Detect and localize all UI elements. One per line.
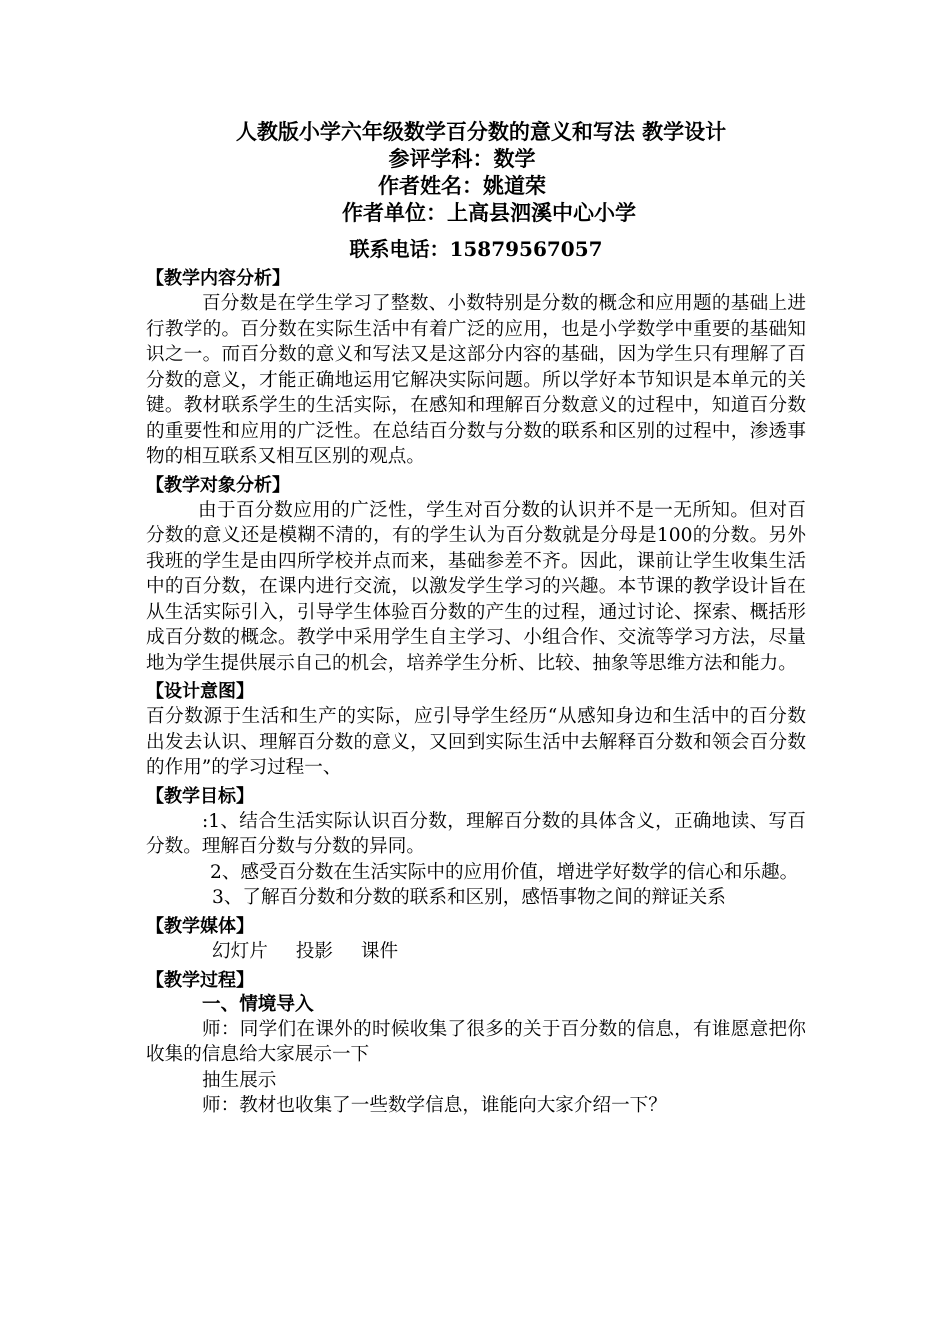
subject-line: 参评学科：数学 (388, 146, 536, 171)
process-line: 师：教材也收集了一些数学信息，谁能向大家介绍一下？ (202, 1095, 667, 1116)
media-heading: 【教学媒体】 (146, 915, 254, 937)
content-analysis-heading: 【教学内容分析】 (146, 268, 290, 289)
document-page (146, 118, 806, 1119)
goal-item: :1、结合生活实际认识百分数，理解百分数的具体含义，正确地读、写百分数。理解百分数与分数的异同。 (146, 810, 806, 857)
media-item: 投影 (295, 940, 333, 962)
media-list (146, 939, 806, 965)
design-intent-text: 百分数源于生活和生产的实际，应引导学生经历“从感知身边和生活中的百分数出发去认识、理解百分数的意义，又回到实际生活中去解释百分数和领会百分数的作用”的学习过程一、 (146, 706, 806, 778)
media-item: 课件 (360, 940, 399, 962)
phone-line: 联系电话：15879567057 (349, 237, 603, 261)
title-block (146, 118, 806, 263)
object-analysis-heading: 【教学对象分析】 (146, 474, 290, 496)
process-step-title: 一、情境导入 (202, 993, 314, 1015)
goal-item: 3、了解百分数和分数的联系和区别，感悟事物之间的辩证关系 (212, 887, 726, 908)
object-analysis-text: 由于百分数应用的广泛性，学生对百分数的认识并不是一无所知。但对百分数的意义还是模糊不清的，有的学生认为百分数就是分母是100的分数。另外我班的学生是由四所学校并点而来，基础参差不齐。因此，课前让学生收集生活中的百分数，在课内进行交流，以激发学生学习的兴趣。本节课的教学设计旨在从生活实际引入，引导学生体验百分数的产生的过程，通过讨论、探索、概括形成百分数的概念。教学中采用学生自主学习、小组合作、交流等学习方法，尽量地为学生提供展示自己的机会，培养学生分析、比较、抽象等思维方法和能力。 (146, 499, 806, 674)
author-line: 作者姓名：姚道荣 (378, 173, 546, 198)
process-heading: 【教学过程】 (146, 969, 254, 991)
unit-line: 作者单位：上高县泗溪中心小学 (342, 200, 636, 225)
process-line: 抽生展示 (202, 1069, 277, 1091)
design-intent-heading: 【设计意图】 (146, 681, 254, 702)
media-item: 幻灯片 (212, 940, 268, 962)
goal-item: 2、感受百分数在生活实际中的应用价值，增进学好数学的信心和乐趣。 (210, 861, 799, 883)
document-title: 人教版小学六年级数学百分数的意义和写法 教学设计 (235, 119, 727, 144)
process-line: 师：同学们在课外的时候收集了很多的关于百分数的信息，有谁愿意把你收集的信息给大家展示一下 (146, 1018, 806, 1065)
goals-heading: 【教学目标】 (146, 785, 254, 807)
content-analysis-text: 百分数是在学生学习了整数、小数特别是分数的概念和应用题的基础上进行教学的。百分数在实际生活中有着广泛的应用，也是小学数学中重要的基础知识之一。而百分数的意义和写法又是这部分内容的基础，因为学生只有理解了百分数的意义，才能正确地运用它解决实际问题。所以学好本节知识是本单元的关键。教材联系学生的生活实际，在感知和理解百分数意义的过程中，知道百分数的重要性和应用的广泛性。在总结百分数与分数的联系和区别的过程中，渗透事物的相互联系又相互区别的观点。 (146, 293, 806, 467)
